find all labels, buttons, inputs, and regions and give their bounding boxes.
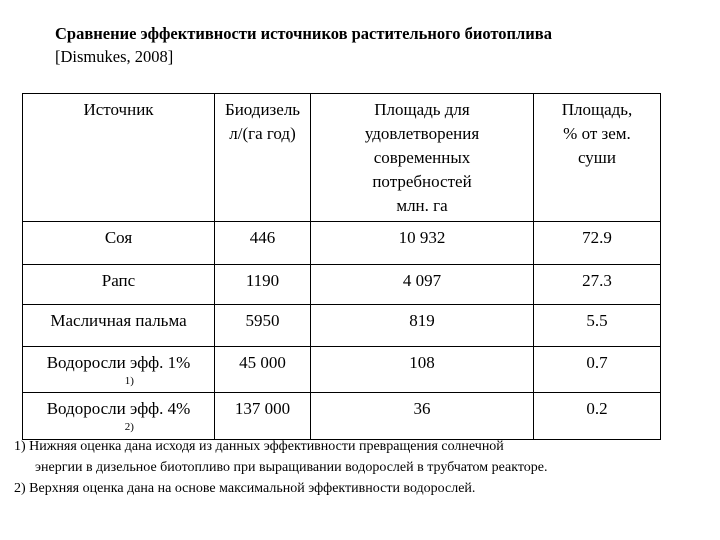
cell-biodiesel: 446: [215, 222, 311, 265]
footnote-marker: 1): [124, 375, 134, 387]
comparison-table: [22, 93, 661, 440]
cell-source: Водоросли эфф. 1% 1): [23, 347, 215, 393]
cell-percent: 5.5: [534, 305, 661, 347]
cell-source: Соя: [23, 222, 215, 265]
cell-area: 819: [311, 305, 534, 347]
cell-biodiesel: 5950: [215, 305, 311, 347]
cell-percent: 27.3: [534, 265, 661, 305]
cell-percent: 72.9: [534, 222, 661, 265]
footnote-2: 2) Верхняя оценка дана на основе максимальной эффективности водорослей.: [14, 481, 476, 496]
footnotes: [14, 436, 714, 499]
table-row: [23, 347, 661, 393]
cell-biodiesel: 45 000: [215, 347, 311, 393]
table-row: [23, 393, 661, 440]
header-biodiesel: Биодизель л/(га год): [215, 94, 311, 222]
cell-area: 4 097: [311, 265, 534, 305]
document-citation: [Dismukes, 2008]: [55, 47, 174, 66]
cell-area: 10 932: [311, 222, 534, 265]
footnote-marker: 2): [124, 421, 134, 433]
table-header-row: [23, 94, 661, 222]
cell-area: 36: [311, 393, 534, 440]
cell-percent: 0.2: [534, 393, 661, 440]
header-source: Источник: [23, 94, 215, 222]
cell-area: 108: [311, 347, 534, 393]
footnote-1-line-2: энергии в дизельное биотопливо при выращивании водорослей в трубчатом реакторе.: [35, 460, 548, 475]
table-row: [23, 265, 661, 305]
cell-source: Рапс: [23, 265, 215, 305]
footnote-1-line-1: 1) Нижняя оценка дана исходя из данных эффективности превращения солнечной: [14, 439, 504, 454]
header-area: Площадь для удовлетворения современных потребностей млн. га: [311, 94, 534, 222]
table-row: [23, 222, 661, 265]
cell-biodiesel: 1190: [215, 265, 311, 305]
header-percent: Площадь, % от зем. суши: [534, 94, 661, 222]
document-title: Сравнение эффективности источников растительного биотоплива: [55, 24, 552, 43]
cell-biodiesel: 137 000: [215, 393, 311, 440]
table-row: [23, 305, 661, 347]
cell-source: Водоросли эфф. 4% 2): [23, 393, 215, 440]
cell-percent: 0.7: [534, 347, 661, 393]
cell-source: Масличная пальма: [23, 305, 215, 347]
